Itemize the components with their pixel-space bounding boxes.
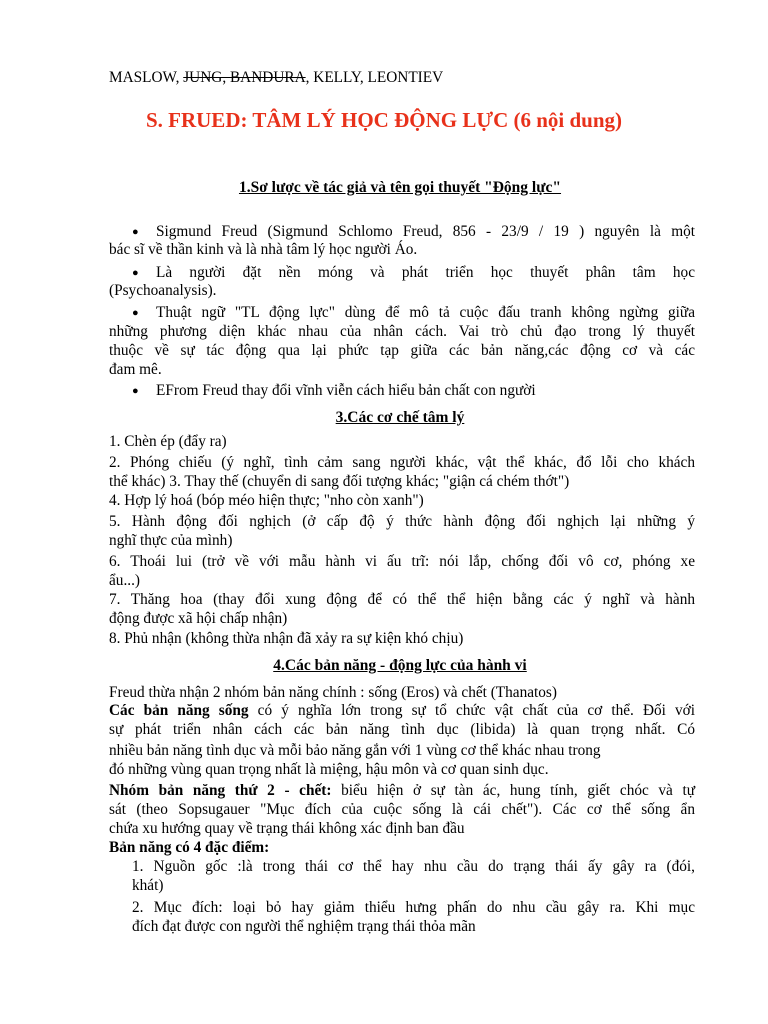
section-3-heading: 3.Các cơ chế tâm lý [335, 409, 465, 426]
s4-line: nhiều bản năng tình dục và mỗi bảo năng gắn với 1 vùng cơ thể khác nhau trong [109, 742, 601, 759]
s1-b4: EFrom Freud thay đổi vĩnh viễn cách hiểu bản chất con người [156, 382, 536, 399]
bullet-icon: ● [132, 267, 139, 279]
s4-text: biểu hiện ở sự tàn ác, hung tính, giết chóc và tự [331, 782, 695, 799]
s1-b3-l3: thuộc về sự tác động qua lại phức tạp giữa các bản năng,các động cơ và các [109, 342, 695, 359]
s1-b1-l1: Sigmund Freud (Sigmund Schlomo Freud, 856 - 23/9 / 19 ) nguyên là một [156, 223, 695, 240]
authors-after: , KELLY, LEONTIEV [305, 69, 444, 86]
s3-line: 2. Phóng chiếu (ý nghĩ, tình cảm sang người khác, vật thể khác, đổ lỗi cho khách [109, 454, 695, 471]
s3-line: ẩu...) [109, 572, 141, 589]
authors-struck: JUNG, BANDURA [183, 69, 306, 86]
section-4-heading: 4.Các bản năng - động lực của hành vi [273, 657, 527, 674]
s3-line: 1. Chèn ép (đẩy ra) [109, 433, 227, 450]
bullet-icon: ● [132, 226, 139, 238]
s4-bold-line: Bản năng có 4 đặc điểm: [109, 839, 270, 856]
s4-bold-label: Nhóm bản năng thứ 2 - chết: [109, 782, 332, 799]
authors-before: MASLOW, [109, 69, 184, 86]
s4-line: Freud thừa nhận 2 nhóm bản năng chính : sống (Eros) và chết (Thanatos) [109, 684, 557, 701]
numbered-item: 2. Mục đích: loại bỏ hay giảm thiểu hưng phấn do nhu cầu gây ra. Khi mục [132, 899, 695, 916]
s4-line [109, 701, 695, 720]
s3-line: 4. Hợp lý hoá (bóp méo hiện thực; "nho còn xanh") [109, 492, 424, 509]
bullet-icon: ● [132, 307, 139, 319]
s1-b3-l2: những phương diện khác nhau của nhân cách. Vai trò chủ đạo trong lý thuyết [109, 323, 695, 340]
bullet-icon: ● [132, 385, 139, 397]
s4-bold-label: Các bản năng sống [109, 702, 249, 719]
s3-line: thể khác) 3. Thay thế (chuyển di sang đối tượng khác; "giận cá chém thớt") [109, 473, 570, 490]
s4-line: sự phát triển nhân cách các bản năng tình dục (libida) là quan trọng nhất. Có [109, 721, 695, 738]
authors-line [109, 68, 443, 87]
s3-line: động được xã hội chấp nhận) [109, 610, 288, 627]
s3-line: nghĩ thực của mình) [109, 532, 233, 549]
s3-line: 8. Phủ nhận (không thừa nhận đã xảy ra sự kiện khó chịu) [109, 630, 464, 647]
section-1-heading: 1.Sơ lược về tác giả và tên gọi thuyết "Động lực" [238, 179, 562, 196]
page-title: S. FRUED: TÂM LÝ HỌC ĐỘNG LỰC (6 nội dung) [145, 108, 623, 132]
numbered-item: khát) [132, 877, 164, 894]
s4-line: chứa xu hướng quay về trạng thái không xác định ban đầu [109, 820, 465, 837]
s3-line: 7. Thăng hoa (thay đổi xung động để có thể thể hiện bằng các ý nghĩ và hành [109, 591, 695, 608]
s1-b2-l2: (Psychoanalysis). [109, 282, 217, 299]
s4-line: đó những vùng quan trọng nhất là miệng, hậu môn và cơ quan sinh dục. [109, 761, 549, 778]
s4-line: sát (theo Sopsugauer "Mục đích của cuộc sống là cái chết"). Các cơ thể sống ẩn [109, 801, 695, 818]
numbered-item: 1. Nguồn gốc :là trong thái cơ thể hay nhu cầu do trạng thái ấy gây ra (đói, [132, 858, 695, 875]
s4-text: có ý nghĩa lớn trong sự tổ chức vật chất của cơ thể. Đối với [248, 702, 695, 719]
s1-b1-l2: bác sĩ về thần kinh và là nhà tâm lý học người Áo. [109, 241, 418, 258]
s3-line: 6. Thoái lui (trở về với mẫu hành vi ấu trĩ: nói lắp, chống đối vô cơ, phóng xe [109, 553, 695, 570]
s4-line [109, 781, 695, 800]
s1-b2-l1: Là người đặt nền móng và phát triển học thuyết phân tâm học [156, 264, 695, 281]
s3-line: 5. Hành động đối nghịch (ở cấp độ ý thức hành động đối nghịch lại những ý [109, 513, 695, 530]
s1-b3-l4: đam mê. [109, 361, 162, 378]
s1-b3-l1: Thuật ngữ "TL động lực" dùng để mô tả cuộc đấu tranh không ngừng giữa [156, 304, 695, 321]
numbered-item: đích đạt được con người thể nghiệm trạng thái thỏa mãn [132, 918, 476, 935]
